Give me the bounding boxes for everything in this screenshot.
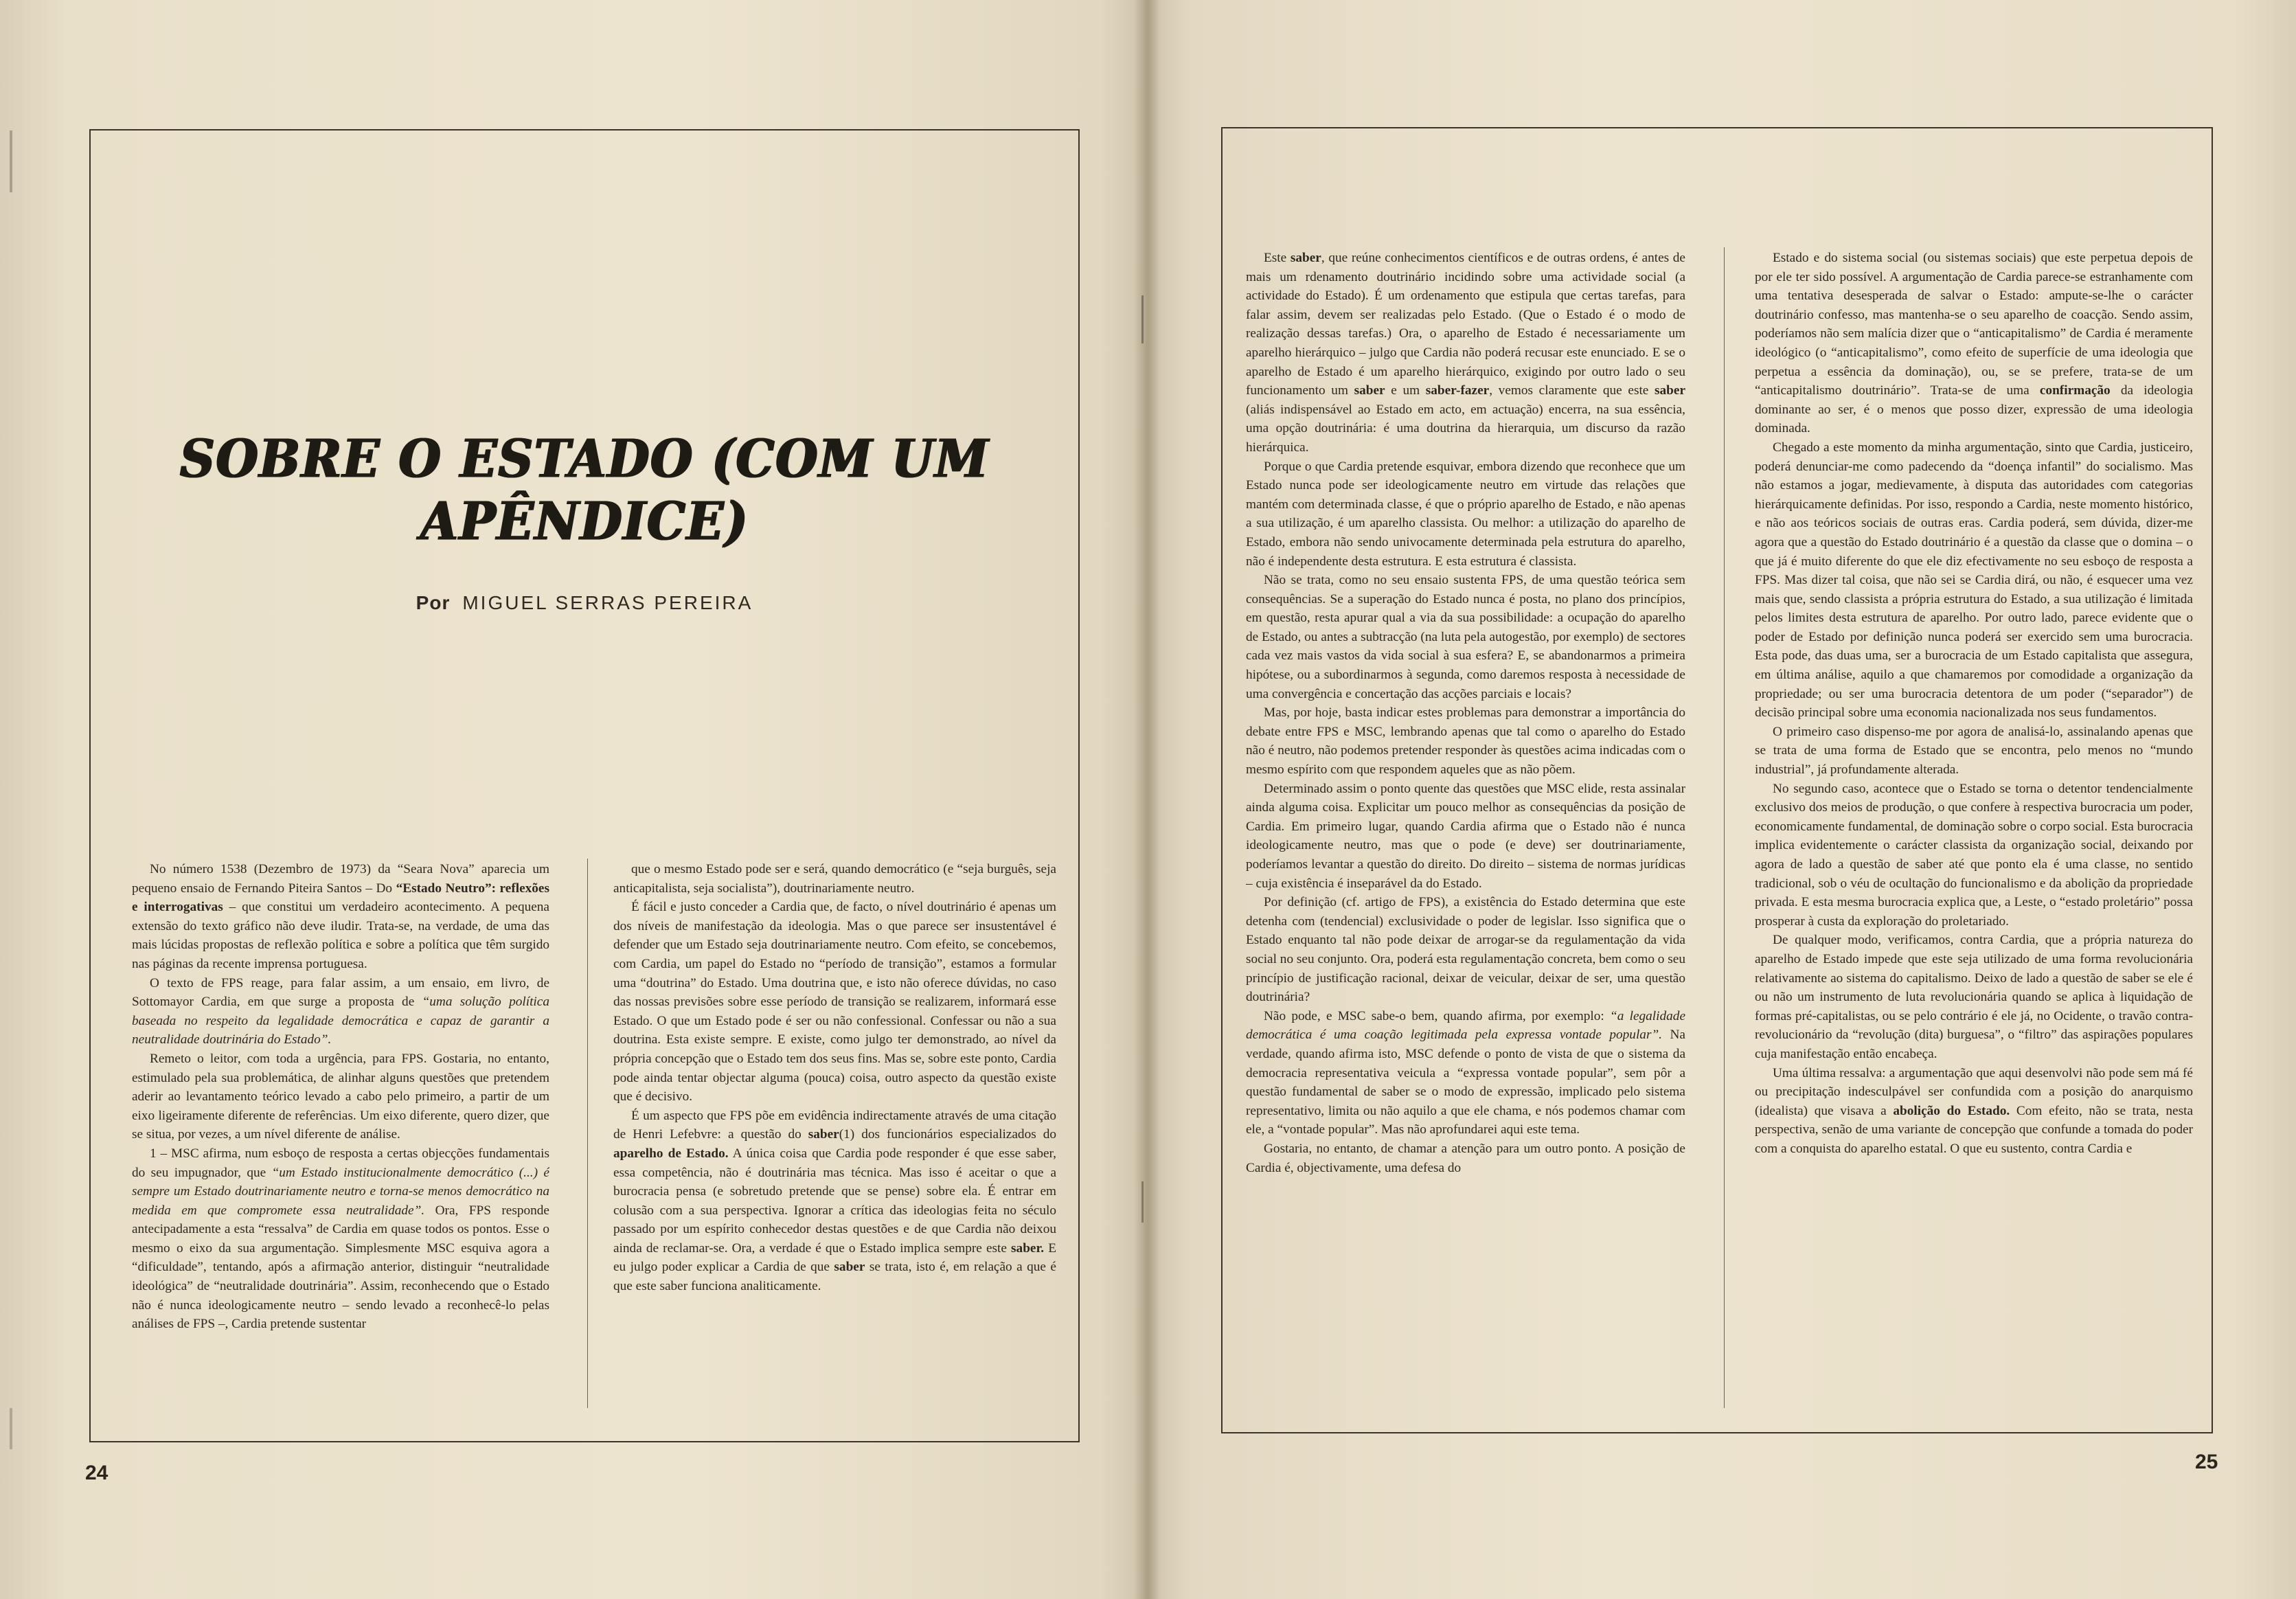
bold-text: abolição do Estado. — [1893, 1103, 2010, 1118]
bold-text: saber — [808, 1127, 839, 1142]
article-paragraph: que o mesmo Estado pode ser e será, quando democrático (e “seja burguês, seja anticapitalista, seja socialista”), doutrinariamente neutro. — [613, 862, 1056, 896]
page-edge-mark — [10, 1408, 12, 1449]
bold-text: saber — [1655, 383, 1685, 398]
article-paragraph: De qualquer modo, verificamos, contra Cardia, que a própria natureza do aparelho de Estado impede que este seja utilizado de uma forma revolucionária relativamente ao sistema do capitalismo. Deixo de lado a questão de saber se ele é ou não um instrumento de luta revolucionária quando se aplica à liquidação de formas pré-capitalistas, ou se pelo contrário é ele já, no Ocidente, o travão contra-revolucionário da “revolução (dita) burguesa”, o “filtro” das aspirações populares cuja manifestação então encabeça. — [1755, 933, 2193, 1061]
italic-quote: “uma solução política baseada no respeito da legalidade democrática e capaz de garantir a neutralidade doutrinária do Estado”. — [132, 995, 549, 1047]
bold-text: confirmação — [2039, 383, 2111, 398]
article-paragraph: Chegado a este momento da minha argumentação, sinto que Cardia, justiceiro, poderá denunciar-me como padecendo da “doença infantil” do socialismo. Mas não estamos a jogar, medievamente, à disputa das autoridades com categorias hierárquicamente definidas. Por isso, respondo a Cardia, neste momento histórico, e não aos teóricos sociais de outras eras. Cardia poderá, sem dúvida, dizer-me agora que a questão do Estado doutrinário é a questão da classe que o domina – o que já é muito diferente do que ele diz efectivamente no seu esboço de resposta a FPS. Mas dizer tal coisa, que não sei se Cardia dirá, ou não, é esquecer uma vez mais que, sendo classista a própria estrutura do Estado, a sua utilização é limitada pelos limites desta estrutura de aparelho. Por outro lado, parece evidente que o poder de Estado por definição nunca poderá ser exercido sem uma burocracia. Esta pode, das duas uma, ser a burocracia de um Estado capitalista que assegura, em última análise, aquilo a que chamaremos por comodidade a organização da propriedade; ou ser uma burocracia detentora de um poder (“separador”) de decisão principal sobre uma economia nacionalizada nos seus fundamentos. — [1755, 440, 2193, 721]
article-paragraph: No número 1538 (Dezembro de 1973) da “Seara Nova” aparecia um pequeno ensaio de Fernando Piteira Santos – Do “Estado Neutro”: reflexões e interrogativas – que constitui um verdadeiro acontecimento. A pequena extensão do texto gráfico não deve iludir. Trata-se, na verdade, de uma das mais lúcidas propostas de reflexão política e sobre a política que têm surgido nas páginas da recente imprensa portuguesa. — [132, 862, 549, 971]
article-paragraph: Uma última ressalva: a argumentação que aqui desenvolvi não pode sem má fé ou precipitação indesculpável ser confundida com a posição do anarquismo (idealista) que visava a abolição do Estado. Com efeito, não se trata, nesta perspectiva, senão de uma variante de concepção que confunde a tomada do poder com a conquista do aparelho estatal. O que eu sustento, contra Cardia e — [1755, 1065, 2193, 1156]
italic-quote: “a legalidade democrática é uma coação legitimada pela expressa vontade popular”. — [1246, 1008, 1685, 1043]
article-column — [1246, 249, 1685, 1406]
article-paragraph: Gostaria, no entanto, de chamar a atenção para um outro ponto. A posição de Cardia é, objectivamente, uma defesa do — [1246, 1141, 1685, 1175]
article-paragraph: O texto de FPS reage, para falar assim, a um ensaio, em livro, de Sottomayor Cardia, em que surge a proposta de “uma solução política baseada no respeito da legalidade democrática e capaz de garantir a neutralidade doutrinária do Estado”. — [132, 975, 549, 1047]
bold-text: saber — [1290, 251, 1321, 265]
column-divider — [1724, 247, 1725, 1408]
article-byline — [89, 592, 1080, 614]
page-edge-mark — [1141, 1181, 1144, 1223]
author-name: MIGUEL SERRAS PEREIRA — [462, 592, 753, 613]
article-paragraph: 1 – MSC afirma, num esboço de resposta a certas objecções fundamentais do seu impugnador, que “um Estado institucionalmente democrático (...) é sempre um Estado doutrinariamente neutro e torna-se menos democrático na medida em que compromete essa neutralidade”. Ora, FPS responde antecipadamente a esta “ressalva” de Cardia em quase todos os pontos. Esse o mesmo o eixo da sua argumentação. Simplesmente MSC esquiva agora a “dificuldade”, tentando, após a afirmação anterior, distinguir “neutralidade ideológica” de “neutralidade doutrinária”. Assim, reconhecendo que o Estado não é nunca ideologicamente neutro – sendo levado a reconhecê-lo pelas análises de FPS –, Cardia pretende sustentar — [132, 1146, 549, 1332]
article-paragraph: Por definição (cf. artigo de FPS), a existência do Estado determina que este detenha com (tendencial) exclusividade o poder de legislar. Isso significa que o Estado enquanto tal não pode deixar de arrogar-se da regulamentação da vida social no seu conjunto. Ora, poderá esta regulamentação concreta, bem como o seu princípio de justificação racional, deixar de veicular, deixar de ser, uma questão doutrinária? — [1246, 895, 1685, 1005]
article-column — [132, 860, 549, 1409]
article-paragraph: Este saber, que reúne conhecimentos científicos e de outras ordens, é antes de mais um rdenamento doutrinário incidindo sobre uma actividade social (a actividade do Estado). É um ordenamento que estipula que certas tarefas, para falar assim, devem ser realizadas pelo Estado. (Que o Estado é o modo de realização dessas tarefas.) Ora, o aparelho de Estado é necessariamente um aparelho hierárquico – julgo que Cardia não poderá recusar este enunciado. E se o aparelho de Estado é um aparelho hierárquico, exigindo por outro lado o seu funcionamento um saber e um saber-fazer, vemos claramente que este saber (aliás indispensável ao Estado em acto, em actuação) encerra, na sua essência, uma opção doutrinária: é uma doutrina da hierarquia, um discurso da razão hierárquica. — [1246, 251, 1685, 455]
article-paragraph: Porque o que Cardia pretende esquivar, embora dizendo que reconhece que um Estado nunca pode ser ideologicamente neutro em virtude das relações que mantém com determinada classe, é que o próprio aparelho de Estado, e não apenas a sua utilização, é um aparelho classista. Ou melhor: a utilização do aparelho de Estado, embora não sendo univocamente determinada pela estrutura do aparelho, não é independente desta estrutura. E esta estrutura é classista. — [1246, 459, 1685, 569]
bold-text: saber — [1354, 383, 1385, 398]
bold-text: saber-fazer — [1425, 383, 1490, 398]
article-paragraph: É um aspecto que FPS põe em evidência indirectamente através de uma citação de Henri Lefebvre: a questão do saber(1) dos funcionários especializados do aparelho de Estado. A única coisa que Cardia pode responder é que esse saber, essa competência, não é doutrinária mas técnica. Mas isso é aceitar o que a burocracia pensa (e sobretudo pretende que se pense) sobre ela. É entrar em colusão com a sua perspectiva. Ignorar a crítica das ideologias feita no século passado por um espírito conhecedor destas questões e de que Cardia não deixou ainda de reclamar-se. Ora, a verdade é que o Estado implica sempre este saber. E eu julgo poder explicar a Cardia de que saber se trata, isto é, em relação a que é que este saber funciona analiticamente. — [613, 1108, 1056, 1294]
article-column — [613, 860, 1056, 1409]
article-paragraph: Remeto o leitor, com toda a urgência, para FPS. Gostaria, no entanto, estimulado pela sua problemática, de alinhar alguns questões que pretendem aderir ao levantamento teórico levado a cabo pelo primeiro, a partir de um eixo ligeiramente diferente de referências. Um eixo diferente, quero dizer, que se situa, por vezes, a um nível diferente de análise. — [132, 1051, 549, 1142]
italic-quote: “um Estado institucionalmente democrático (...) é sempre um Estado doutrinariamente neutro e torna-se menos democrático na medida em que compromete essa neutralidade”. — [132, 1165, 549, 1218]
article-paragraph: No segundo caso, acontece que o Estado se torna o detentor tendencialmente exclusivo dos meios de produção, o que confere à respectiva burocracia um poder, economicamente fundamental, de dominação sobre o corpo social. Esta burocracia implica evidentemente o carácter classista da organização social, deixando por agora de lado a questão de saber até que ponto ela é uma classe, no sentido tradicional, sob o véu de ocultação do funcionalismo e da abolição da propriedade privada. E esta mesma burocracia explica que, a Leste, o “estado proletário” possa prosperar à custa da exploração do proletariado. — [1755, 781, 2193, 929]
page-number-right: 25 — [2195, 1451, 2218, 1473]
column-divider — [587, 859, 588, 1408]
article-title: SOBRE O ESTADO (COM UM APÊNDICE) — [179, 427, 990, 553]
page-edge-mark — [1141, 295, 1144, 343]
bold-text: saber — [834, 1260, 865, 1275]
article-paragraph: Determinado assim o ponto quente das questões que MSC elide, resta assinalar ainda alguma coisa. Explicitar um pouco melhor as consequências da posição de Cardia. Em primeiro lugar, quando Cardia afirma que o Estado não é nunca ideologicamente neutro, mas que o pode (e deve) ser doutrinariamente, poderíamos levantar a questão do direito. Do direito – sistema de normas jurídicas – cuja existência é inseparável da do Estado. — [1246, 781, 1685, 891]
article-paragraph: Estado e do sistema social (ou sistemas sociais) que este perpetua depois de por ele ter sido possível. A argumentação de Cardia parece-se estranhamente com uma tentativa desesperada de salvar o Estado: ampute-se-lhe o carácter doutrinário confesso, mas mantenha-se o seu aparelho de coacção. Sendo assim, poderíamos não sem malícia dizer que o “anticapitalismo” de Cardia é meramente ideológico (o “anticapitalismo”, como efeito de superfície de uma ideologia que perpetua a essência da dominação), ou, se se prefere, trata-se de um “anticapitalismo doutrinário”. Trata-se de uma confirmação da ideologia dominante ao ser, é o menos que posso dizer, expressão de uma ideologia dominada. — [1755, 251, 2193, 436]
book-spine — [1133, 0, 1161, 1599]
bold-text: saber. — [1011, 1240, 1045, 1256]
article-paragraph: Não pode, e MSC sabe-o bem, quando afirma, por exemplo: “a legalidade democrática é uma coação legitimada pela expressa vontade popular”. Na verdade, quando afirma isto, MSC defende o ponto de vista de que o sistema da democracia representativa veicula a “expressa vontade popular”, sem pôr a questão fundamental de saber se o modo de expressão, implicado pelo sistema representativo, limita ou não aquilo a que ele chama, e nós podemos chamar com ele, a “vontade popular”. Mas não aprofundarei aqui este tema. — [1246, 1008, 1685, 1137]
byline-prefix: Por — [416, 592, 451, 613]
bold-text: “Estado Neutro”: reflexões e interrogativas — [132, 881, 549, 915]
article-paragraph: Mas, por hoje, basta indicar estes problemas para demonstrar a importância do debate entre FPS e MSC, lembrando apenas que tal como o aparelho do Estado não é neutro, não podemos pretender responder às questões acima indicadas com o mesmo espírito com que respondem aqueles que as não põem. — [1246, 705, 1685, 778]
article-paragraph: O primeiro caso dispenso-me por agora de analisá-lo, assinalando apenas que se trata de uma forma de Estado que se encontra, pelo menos no “mundo industrial”, já profundamente alterada. — [1755, 724, 2193, 778]
page-number-left: 24 — [85, 1462, 109, 1484]
bold-text: aparelho de Estado. — [613, 1146, 729, 1161]
article-paragraph: É fácil e justo conceder a Cardia que, de facto, o nível doutrinário é apenas um dos níveis de manifestação da ideologia. Mas o que parece ser insustentável é defender que um Estado seja doutrinariamente neutro. Com efeito, se concebemos, com Cardia, um papel do Estado no “período de transição”, estamos a formular uma “doutrina” do Estado. Uma doutrina que, e isto não oferece dúvidas, no caso das nossas previsões sobre esse período de transição se realizarem, informará esse Estado. O que um Estado pode é ser ou não confessional. Confessar ou não a sua doutrina. Esta existe sempre. E existe, como julgo ter demonstrado, ao nível da própria concepção que o Estado tem dos seus fins. Mas se, sobre este ponto, Cardia pode ainda tentar objectar alguma (pouca) coisa, outro aspecto da questão existe que é decisivo. — [613, 900, 1056, 1104]
page-edge-mark — [10, 131, 12, 192]
article-paragraph: Não se trata, como no seu ensaio sustenta FPS, de uma questão teórica sem consequências. Se a superação do Estado nunca é posta, no plano dos princípios, em questão, resta apurar qual a via da sua possibilidade: a ocupação do aparelho de Estado, ou antes a subtracção (na luta pela autogestão, por exemplo) de sectores cada vez mais vastos da vida social à sua esfera? E, se abandonarmos a primeira hipótese, ou a subordinarmos à segunda, como daremos resposta à necessidade de uma convergência e concertação das acções parciais e locais? — [1246, 573, 1685, 701]
article-column — [1755, 249, 2193, 1406]
